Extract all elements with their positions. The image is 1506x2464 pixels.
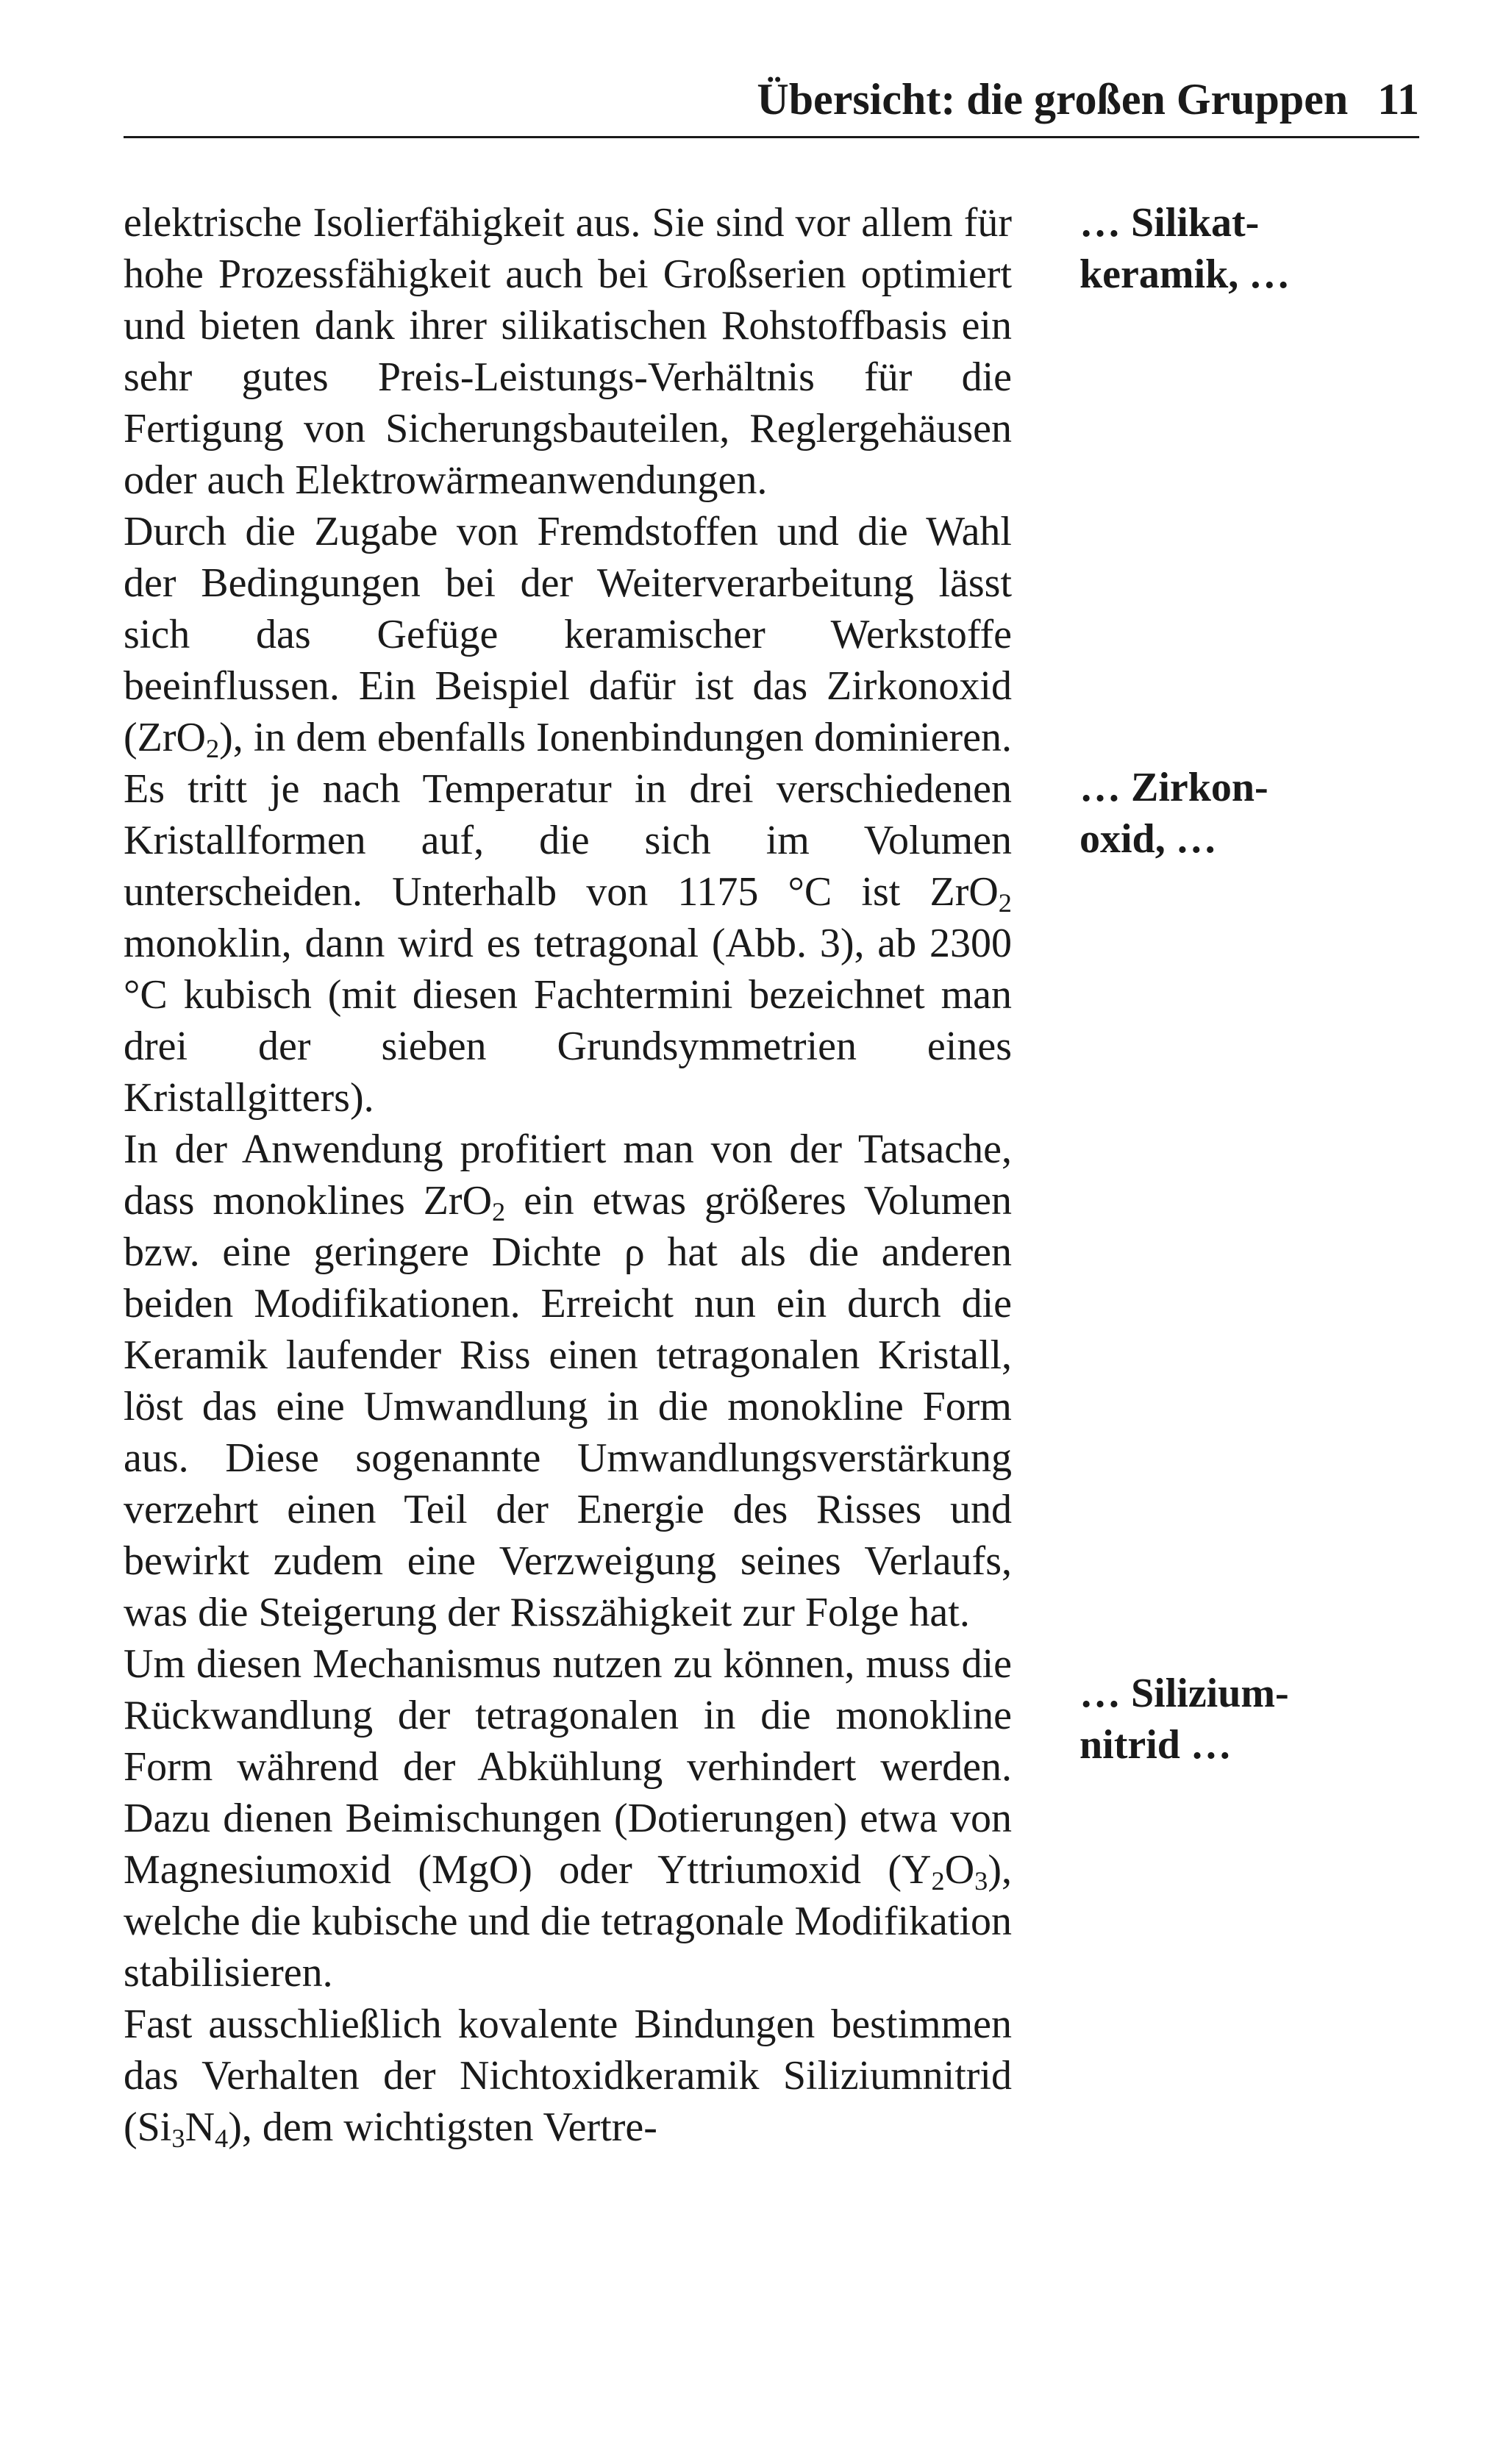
header-title: Übersicht: die großen Gruppen — [757, 75, 1349, 124]
text-run: Durch die Zugabe von Fremdstoffen und die Wahl der Bedingungen bei der Weiterverarbeitung lässt sich das Gefüge keramischer Werkstoffe beeinflussen. Ein Beispiel dafür ist das Zirkonoxid (ZrO — [124, 509, 1012, 760]
running-header — [124, 70, 1419, 138]
subscript: 3 — [974, 1866, 988, 1896]
main-text — [124, 197, 1012, 2153]
text-run: N — [185, 2104, 215, 2150]
margin-note-siliziumnitrid: … Silizium- nitrid … — [1079, 1671, 1289, 1768]
subscript: 2 — [492, 1197, 506, 1227]
paragraph — [124, 1638, 1012, 1999]
subscript: 2 — [998, 888, 1012, 918]
paragraph — [124, 1999, 1012, 2153]
text-run: In der Anwendung profitiert man von der Tatsache, dass monoklines ZrO — [124, 1126, 1012, 1224]
paragraph — [124, 506, 1012, 1124]
paragraph — [124, 1124, 1012, 1638]
text-run: elektrische Isolierfähigkeit aus. Sie sind vor allem für hohe Prozessfähigkeit auch bei Großserien optimiert und bieten dank ihrer silikatischen Rohstoffbasis ein sehr gutes Preis-Leistungs-Verhältnis für die Fertigung von Sicherungsbauteilen, Reglergehäusen oder auch Elektrowärmeanwendungen. — [124, 200, 1012, 503]
paragraph — [124, 197, 1012, 506]
header-text — [757, 70, 1419, 129]
margin-note-silikatkeramik: … Silikat- keramik, … — [1079, 200, 1291, 297]
subscript: 4 — [215, 2124, 229, 2154]
subscript: 3 — [171, 2124, 185, 2154]
subscript: 2 — [931, 1866, 945, 1896]
text-run: ), dem wichtigsten Vertre- — [228, 2104, 657, 2150]
text-run: ), in dem ebenfalls Ionenbindungen dominieren. Es tritt je nach Temperatur in drei verschiedenen Kristallformen auf, die sich im Volumen unterscheiden. Unterhalb von 1175 °C ist ZrO — [124, 715, 1012, 915]
text-run: ), welche die kubische und die tetragonale Modifikation stabilisieren. — [124, 1847, 1012, 1996]
subscript: 2 — [205, 734, 220, 764]
text-run: Fast ausschließlich kovalente Bindungen bestimmen das Verhalten der Nichtoxidkeramik Siliziumnitrid (Si — [124, 2001, 1012, 2150]
text-run: O — [944, 1847, 975, 1893]
text-run: ein etwas größeres Volumen bzw. eine geringere Dichte ρ hat als die anderen beiden Modifikationen. Erreicht nun ein durch die Keramik laufender Riss einen tetragonalen Kristall, löst das eine Umwandlung in die monokline Form aus. Diese sogenannte Umwandlungsverstärkung verzehrt einen Teil der Energie des Risses und bewirkt zudem eine Verzweigung seines Verlaufs, was die Steigerung der Risszähigkeit zur Folge hat. — [124, 1178, 1013, 1635]
text-run: monoklin, dann wird es tetragonal (Abb. 3), ab 2300 °C kubisch (mit diesen Fachtermini bezeichnet man drei der sieben Grundsymmetrien eines Kristallgitters). — [124, 921, 1012, 1121]
text-run: Um diesen Mechanismus nutzen zu können, muss die Rückwandlung der tetragonalen in die monokline Form während der Abkühlung verhindert werden. Dazu dienen Beimischungen (Dotierungen) etwa von Magnesiumoxid (MgO) oder Yttriumoxid (Y — [124, 1641, 1012, 1893]
margin-note-zirkonoxid: … Zirkon- oxid, … — [1079, 765, 1268, 862]
page-number: 11 — [1377, 75, 1419, 124]
